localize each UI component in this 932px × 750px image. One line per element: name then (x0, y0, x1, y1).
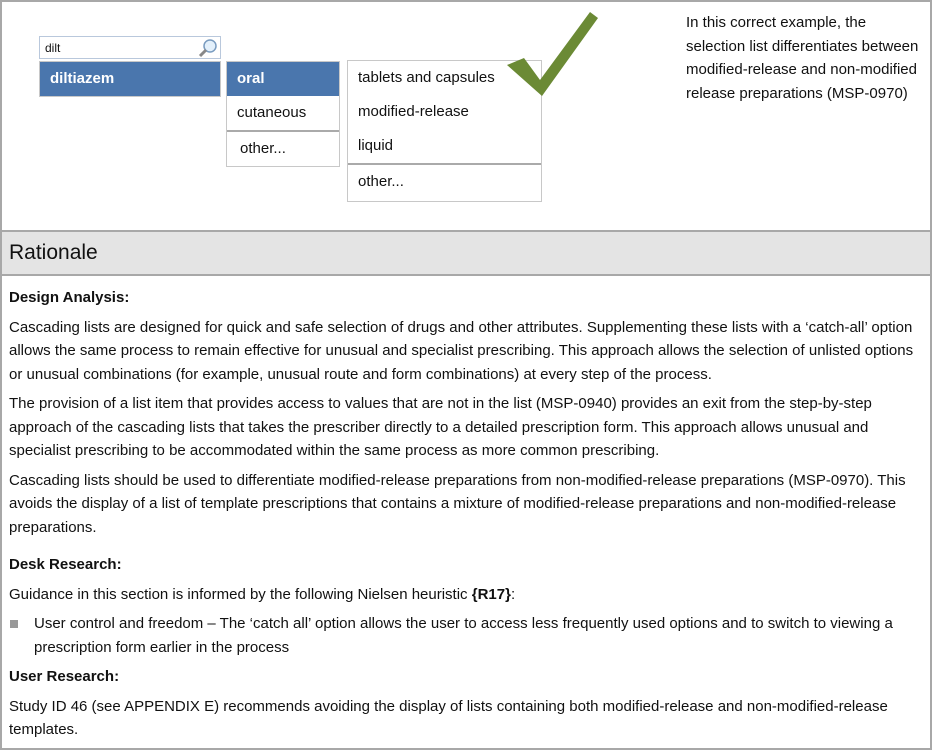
search-icon[interactable] (198, 38, 218, 58)
list-item-modified-release[interactable]: modified-release (358, 103, 469, 120)
desk-intro (9, 583, 924, 607)
list-item-other[interactable]: other... (348, 163, 541, 197)
user-research-heading: User Research: (9, 668, 120, 685)
rationale-header: Rationale (2, 232, 930, 276)
rationale-body (9, 286, 924, 748)
route-list (226, 61, 340, 167)
drug-list (39, 61, 221, 97)
example-section (2, 2, 930, 232)
list-item-liquid[interactable]: liquid (358, 137, 394, 154)
bullet-icon (10, 620, 18, 628)
example-note: In this correct example, the selection list differentiates between modified-release and non-modified release preparations (MSP-0970) (686, 14, 919, 102)
design-paragraph: The provision of a list item that provides access to values that are not in the list (MSP-0940) provides an exit from the step-by-step approach of the cascading lists that takes the prescriber directly to a detailed prescription form. This approach allows unusual and specialist prescribing to be accommodated within the same process as more common prescribing. (9, 395, 872, 459)
list-item-tablets[interactable]: tablets and capsules (358, 69, 495, 86)
list-item-other[interactable]: other... (227, 130, 339, 164)
desk-intro-text: Guidance in this section is informed by the following Nielsen heuristic (9, 585, 472, 603)
bullet-text: User control and freedom – The ‘catch all’ option allows the user to access less frequently used options and to switch to viewing a prescription form earlier in the process (34, 615, 893, 656)
bullet-item (9, 612, 924, 659)
list-item-diltiazem[interactable]: diltiazem (40, 62, 220, 96)
design-paragraph: Cascading lists should be used to differentiate modified-release preparations from non-modified-release preparations (MSP-0970). This avoids the display of a list of template prescriptions that contains a mixture of modified-release preparations and non-modified-release preparations. (9, 471, 906, 536)
checkmark-icon (502, 10, 602, 100)
design-paragraph: Cascading lists are designed for quick and safe selection of drugs and other attributes. Supplementing these lists with a ‘catch-all’ option allows the same process to remain effective for unusual and specialist prescribing. This approach allows the selection of unlisted options or unusual combinations (for example, unusual route and form combinations) at every step of the process. (9, 318, 914, 383)
drug-search-input[interactable] (39, 36, 221, 59)
list-item-oral[interactable]: oral (227, 62, 339, 96)
desk-intro-colon: : (510, 585, 516, 603)
list-item-cutaneous[interactable]: cutaneous (237, 104, 307, 121)
reference-r17: {R17} (471, 585, 511, 603)
desk-research-heading: Desk Research: (9, 556, 122, 573)
user-research-paragraph: Study ID 46 (see APPENDIX E) recommends avoiding the display of lists containing both modified-release and non-modified-release templates. (9, 697, 888, 738)
design-analysis-heading: Design Analysis: (9, 289, 130, 306)
search-value: dilt (45, 41, 61, 55)
